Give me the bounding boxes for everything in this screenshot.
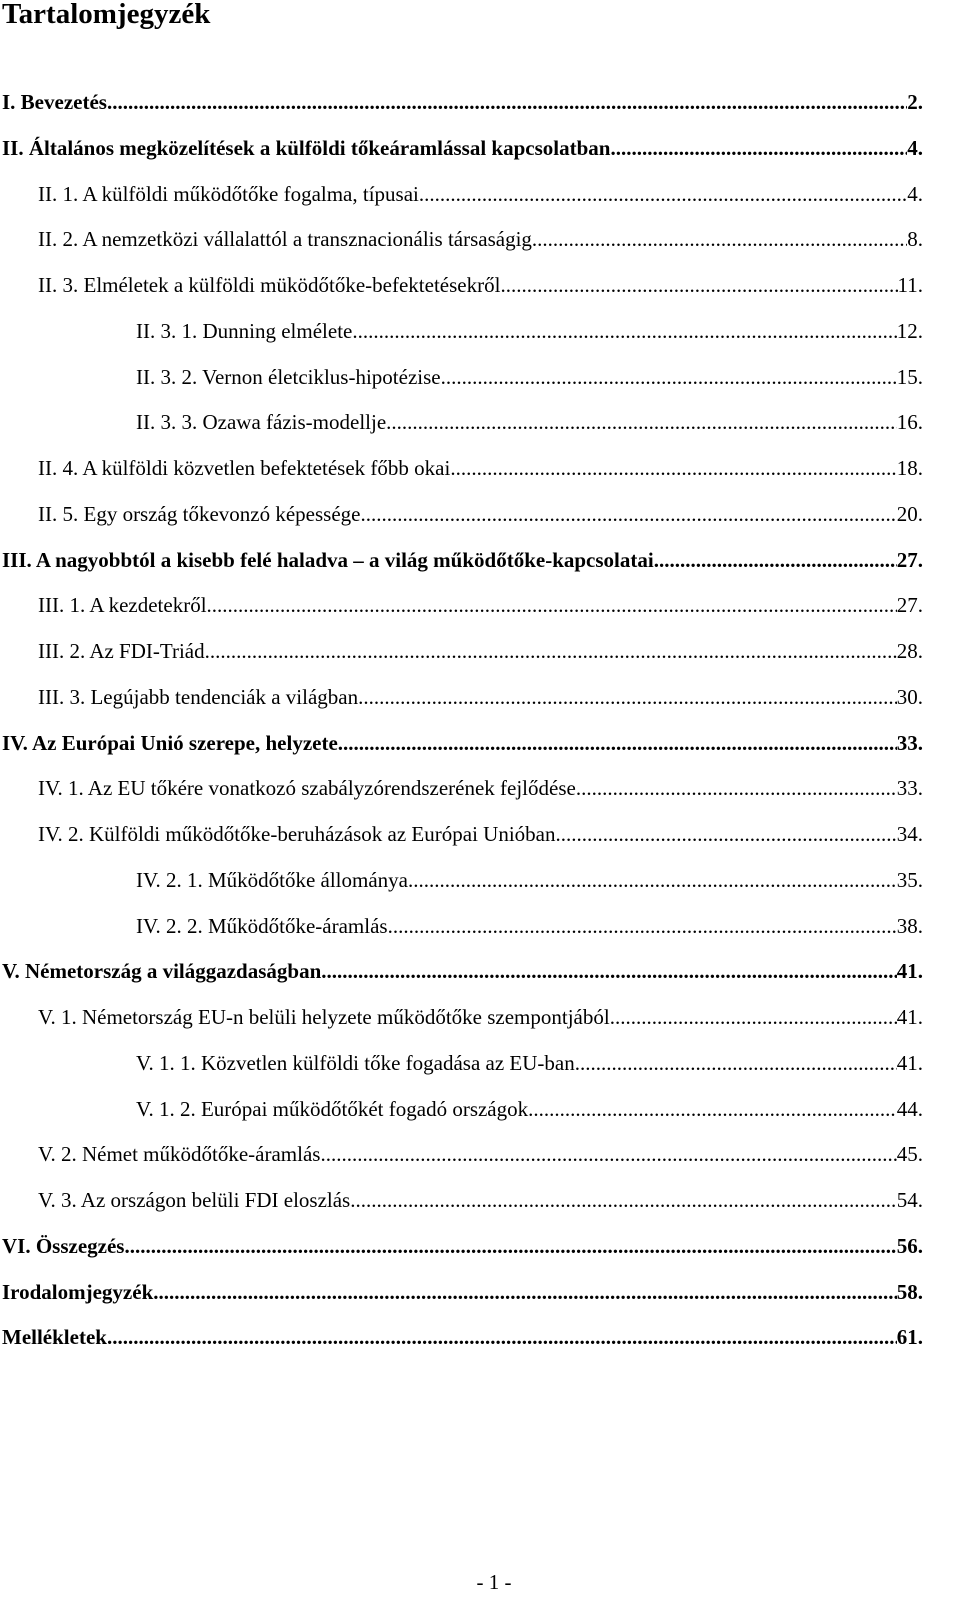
toc-dot-leader <box>124 1231 896 1261</box>
toc-dot-leader <box>320 1139 896 1169</box>
toc-entry-page: 15. <box>896 364 923 389</box>
toc-entry[interactable] <box>38 270 923 300</box>
toc-entry-label: II. 5. Egy ország tőkevonzó képessége <box>38 501 361 526</box>
toc-dot-leader <box>360 499 896 529</box>
toc-entry-label: IV. 2. 2. Működőtőke-áramlás <box>136 913 388 938</box>
toc-entry-page: 27. <box>896 593 923 618</box>
toc-entry-label: II. 3. 3. Ozawa fázis-modellje <box>136 410 387 435</box>
toc-entry[interactable] <box>2 1231 923 1261</box>
toc-entry-label: II. 1. A külföldi működőtőke fogalma, típusai <box>38 181 419 206</box>
toc-entry[interactable] <box>136 362 923 392</box>
toc-dot-leader <box>575 1048 897 1078</box>
toc-entry-label: IV. 1. Az EU tőkére vonatkozó szabályzórendszerének fejlődése <box>38 776 576 801</box>
toc-dot-leader <box>107 1322 897 1352</box>
toc-entry[interactable] <box>38 819 923 849</box>
toc-dot-leader <box>107 87 907 117</box>
toc-entry-label: IV. 2. Külföldi működőtőke-beruházások az Európai Unióban <box>38 822 556 846</box>
toc-entry[interactable] <box>2 133 923 163</box>
toc-entry-page: 16. <box>896 410 923 435</box>
toc-entry[interactable] <box>136 316 923 346</box>
page-title: Tartalomjegyzék <box>2 0 211 30</box>
toc-entry-label: II. 4. A külföldi közvetlen befektetések főbb okai <box>38 456 451 480</box>
toc-entry[interactable] <box>38 636 923 666</box>
toc-entry-label: Mellékletek <box>2 1325 107 1350</box>
toc-entry[interactable] <box>2 956 923 986</box>
toc-entry[interactable] <box>38 682 923 712</box>
toc-entry-page: 8. <box>907 227 923 252</box>
toc-dot-leader <box>352 316 896 346</box>
toc-entry[interactable] <box>2 1322 923 1352</box>
toc-entry[interactable] <box>136 1048 923 1078</box>
toc-entry-label: III. 1. A kezdetekről <box>38 593 207 618</box>
toc-entry[interactable] <box>38 1139 923 1169</box>
toc-entry-label: V. 3. Az országon belüli FDI eloszlás <box>38 1188 351 1212</box>
toc-dot-leader <box>610 133 907 163</box>
toc-entry-page: 41. <box>896 1005 923 1029</box>
toc-entry[interactable] <box>2 545 923 575</box>
toc-entry[interactable] <box>136 1094 923 1124</box>
toc-dot-leader <box>205 636 897 666</box>
toc-entry-label: V. Németország a világgazdaságban <box>2 959 322 984</box>
page-number: - 1 - <box>476 1570 512 1594</box>
toc-dot-leader <box>408 865 897 895</box>
toc-entry-page: 35. <box>896 867 923 892</box>
toc-entry-label: II. 3. Elméletek a külföldi müködőtőke-befektetésekről <box>38 273 501 297</box>
toc-entry-page: 2. <box>907 90 923 114</box>
toc-entry-label: II. 2. A nemzetközi vállalattól a transznacionális társaságig <box>38 227 532 252</box>
toc-dot-leader <box>500 270 897 300</box>
toc-entry[interactable] <box>2 87 923 117</box>
toc-entry-page: 44. <box>896 1096 923 1121</box>
toc-entry-label: V. 1. Németország EU-n belüli helyzete működőtőke szempontjából <box>38 1005 610 1029</box>
toc-entry-label: V. 1. 1. Közvetlen külföldi tőke fogadása az EU-ban <box>136 1050 575 1075</box>
toc-entry-page: 33. <box>896 776 923 801</box>
toc-entry-page: 45. <box>896 1142 923 1167</box>
toc-entry-page: 41. <box>896 1050 923 1075</box>
toc-entry[interactable] <box>38 224 923 254</box>
toc-entry-label: III. 3. Legújabb tendenciák a világban <box>38 684 359 709</box>
toc-entry[interactable] <box>136 865 923 895</box>
toc-entry-page: 4. <box>907 181 923 206</box>
toc-entry-page: 58. <box>896 1279 923 1304</box>
toc-entry-page: 61. <box>896 1325 923 1350</box>
toc-entry[interactable] <box>2 1277 923 1307</box>
toc-entry-page: 28. <box>896 639 923 663</box>
toc-dot-leader <box>321 956 896 986</box>
toc-entry-page: 34. <box>896 822 923 846</box>
toc-entry-page: 56. <box>896 1233 923 1258</box>
toc-entry[interactable] <box>38 179 923 209</box>
toc-entry-label: VI. Összegzés <box>2 1233 125 1258</box>
toc-entry[interactable] <box>38 773 923 803</box>
toc-entry-label: III. 2. Az FDI-Triád <box>38 639 205 663</box>
toc-entry-label: V. 2. Német működőtőke-áramlás <box>38 1142 321 1167</box>
toc-dot-leader <box>388 911 897 941</box>
toc-dot-leader <box>555 819 896 849</box>
toc-entry-page: 12. <box>896 318 923 343</box>
toc-entry-page: 33. <box>896 730 923 755</box>
toc-dot-leader <box>386 407 897 437</box>
toc-dot-leader <box>419 179 907 209</box>
toc-entry-page: 54. <box>896 1188 923 1212</box>
toc-entry[interactable] <box>38 1002 923 1032</box>
toc-entry-page: 41. <box>896 959 923 984</box>
toc-entry-label: Irodalomjegyzék <box>2 1279 154 1304</box>
toc-entry[interactable] <box>38 453 923 483</box>
toc-entry[interactable] <box>136 407 923 437</box>
toc-dot-leader <box>450 453 896 483</box>
toc-dot-leader <box>153 1277 896 1307</box>
toc-entry-label: IV. 2. 1. Működőtőke állománya <box>136 867 408 892</box>
toc-entry-page: 38. <box>896 913 923 938</box>
toc-entry-label: V. 1. 2. Európai működőtőkét fogadó országok <box>136 1096 529 1121</box>
toc-dot-leader <box>654 545 897 575</box>
toc-entry-page: 27. <box>896 547 923 572</box>
toc-entry-label: II. Általános megközelítések a külföldi tőkeáramlással kapcsolatban <box>2 135 611 160</box>
toc-entry[interactable] <box>136 911 923 941</box>
toc-dot-leader <box>441 362 897 392</box>
toc-entry-page: 20. <box>896 501 923 526</box>
toc-entry[interactable] <box>38 590 923 620</box>
toc-entry-page: 18. <box>896 456 923 480</box>
toc-entry-page: 11. <box>897 273 923 297</box>
toc-dot-leader <box>576 773 897 803</box>
toc-dot-leader <box>532 224 907 254</box>
toc-entry-label: II. 3. 2. Vernon életciklus-hipotézise <box>136 364 441 389</box>
toc-dot-leader <box>207 590 897 620</box>
toc-dot-leader <box>350 1185 897 1215</box>
toc-entry[interactable] <box>38 1185 923 1215</box>
toc-entry[interactable] <box>38 499 923 529</box>
toc-entry-label: III. A nagyobbtól a kisebb felé haladva – a világ működőtőke-kapcsolatai <box>2 547 654 572</box>
toc-dot-leader <box>358 682 897 712</box>
toc-entry[interactable] <box>2 728 923 758</box>
toc-entry-label: I. Bevezetés <box>2 90 107 114</box>
toc-entry-page: 4. <box>907 135 923 160</box>
toc-dot-leader <box>528 1094 897 1124</box>
toc-entry-label: IV. Az Európai Unió szerepe, helyzete <box>2 730 338 755</box>
toc-entry-page: 30. <box>896 684 923 709</box>
toc-dot-leader <box>338 728 897 758</box>
toc-entry-label: II. 3. 1. Dunning elmélete <box>136 318 353 343</box>
toc-dot-leader <box>610 1002 897 1032</box>
